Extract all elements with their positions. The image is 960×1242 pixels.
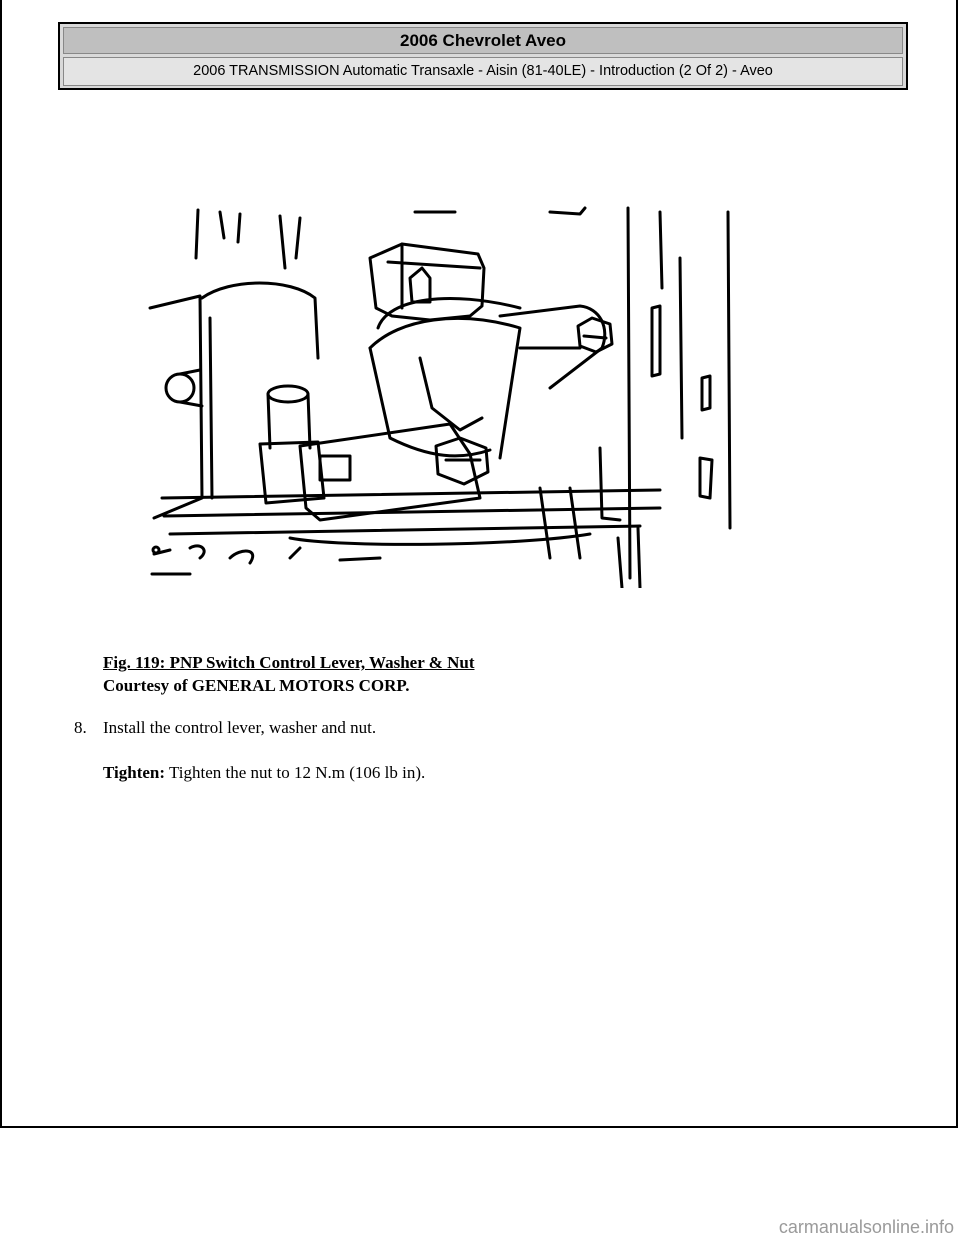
step-number: 8. (74, 718, 87, 737)
pnp-switch-illustration (140, 198, 740, 588)
figure-courtesy: Courtesy of GENERAL MOTORS CORP. (103, 676, 410, 695)
tighten-text: Tighten the nut to 12 N.m (106 lb in). (169, 763, 426, 782)
watermark: carmanualsonline.info (778, 1217, 954, 1237)
header-subtitle: 2006 TRANSMISSION Automatic Transaxle - Aisin (81-40LE) - Introduction (2 Of 2) - Aveo (63, 57, 903, 86)
document-header (58, 22, 908, 90)
header-title: 2006 Chevrolet Aveo (63, 27, 903, 54)
procedure-step (74, 718, 376, 738)
tighten-spec (103, 763, 425, 783)
figure-caption[interactable]: Fig. 119: PNP Switch Control Lever, Washer & Nut (103, 653, 475, 672)
tighten-label: Tighten: (103, 763, 166, 782)
step-text: Install the control lever, washer and nut. (103, 718, 377, 737)
